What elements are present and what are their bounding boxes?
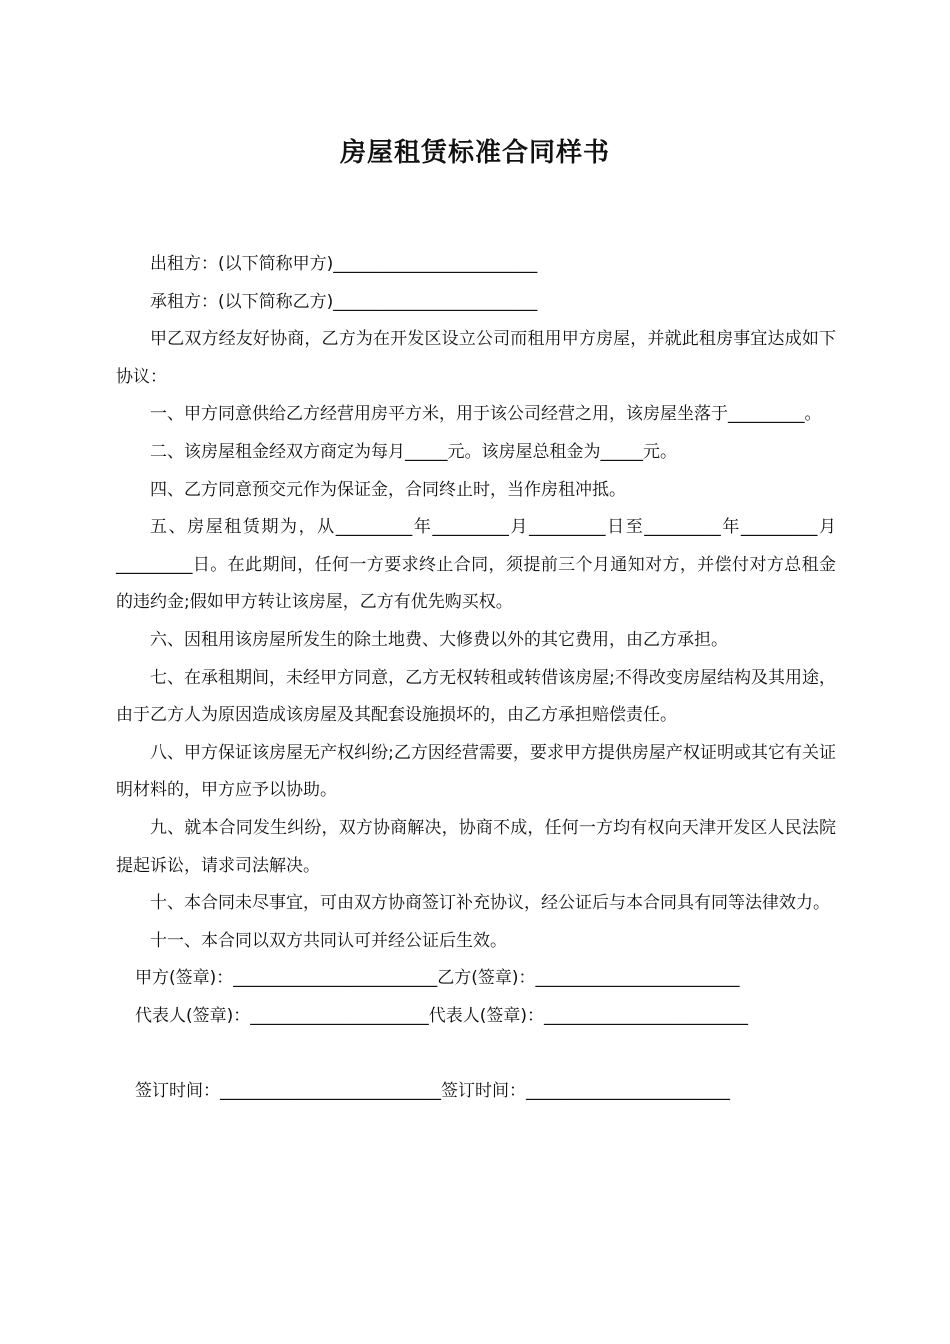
- date-signature-row: [116, 1073, 836, 1111]
- date-b: 签订时间：________________________: [441, 1081, 730, 1102]
- clause-11: 十一、本合同以双方共同认可并经公证后生效。: [150, 930, 507, 951]
- clause-9: 九、就本合同发生纠纷，双方协商解决，协商不成，任何一方均有权向天津开发区人民法院提起诉讼，请求司法解决。: [116, 817, 836, 876]
- preamble-paragraph: 甲乙双方经友好协商，乙方为在开发区设立公司而租用甲方房屋，并就此租房事宜达成如下协议：: [116, 329, 836, 387]
- date-a: 签订时间：__________________________: [135, 1081, 441, 1102]
- representative-signature-row: [116, 998, 836, 1036]
- party-signature-row: [116, 960, 836, 998]
- party-b-signature: 乙方(签章)：________________________: [437, 968, 740, 989]
- clause-5: 五、房屋租赁期为，从_________年_________月_________日至_________年_________月_________日。在此期间，任何一方要求终止合同，须提前三个月通知对方，并偿付对方总租金的违约金;假如甲方转让该房屋，乙方有优先购买权。: [116, 517, 836, 613]
- document-body: [116, 246, 836, 1111]
- party-a-signature: 甲方(签章)：________________________: [135, 968, 438, 989]
- spacer: [116, 1035, 836, 1073]
- lessee-line: 承租方：(以下简称乙方)________________________: [150, 291, 538, 312]
- rep-b-signature: 代表人(签章)：________________________: [428, 1005, 749, 1026]
- clause-7: 七、在承租期间，未经甲方同意，乙方无权转租或转借该房屋;不得改变房屋结构及其用途，由于乙方人为原因造成该房屋及其配套设施损坏的，由乙方承担赔偿责任。: [116, 667, 836, 726]
- clause-8: 八、甲方保证该房屋无产权纠纷;乙方因经营需要，要求甲方提供房屋产权证明或其它有关证明材料的，甲方应予以协助。: [116, 742, 836, 801]
- rep-a-signature: 代表人(签章)：_____________________: [135, 1005, 429, 1026]
- clause-2: 二、该房屋租金经双方商定为每月_____元。该房屋总租金为_____元。: [150, 441, 677, 462]
- document-title: 房屋租赁标准合同样书: [339, 138, 610, 168]
- clause-4: 四、乙方同意预交元作为保证金，合同终止时，当作房租冲抵。: [150, 479, 626, 500]
- clause-6: 六、因租用该房屋所发生的除土地费、大修费以外的其它费用，由乙方承担。: [150, 629, 728, 650]
- clause-10: 十、本合同未尽事宜，可由双方协商签订补充协议，经公证后与本合同具有同等法律效力。: [150, 893, 830, 914]
- clause-1: 一、甲方同意供给乙方经营用房平方米，用于该公司经营之用，该房屋坐落于_________。: [150, 404, 822, 425]
- lessor-line: 出租方：(以下简称甲方)________________________: [150, 254, 538, 274]
